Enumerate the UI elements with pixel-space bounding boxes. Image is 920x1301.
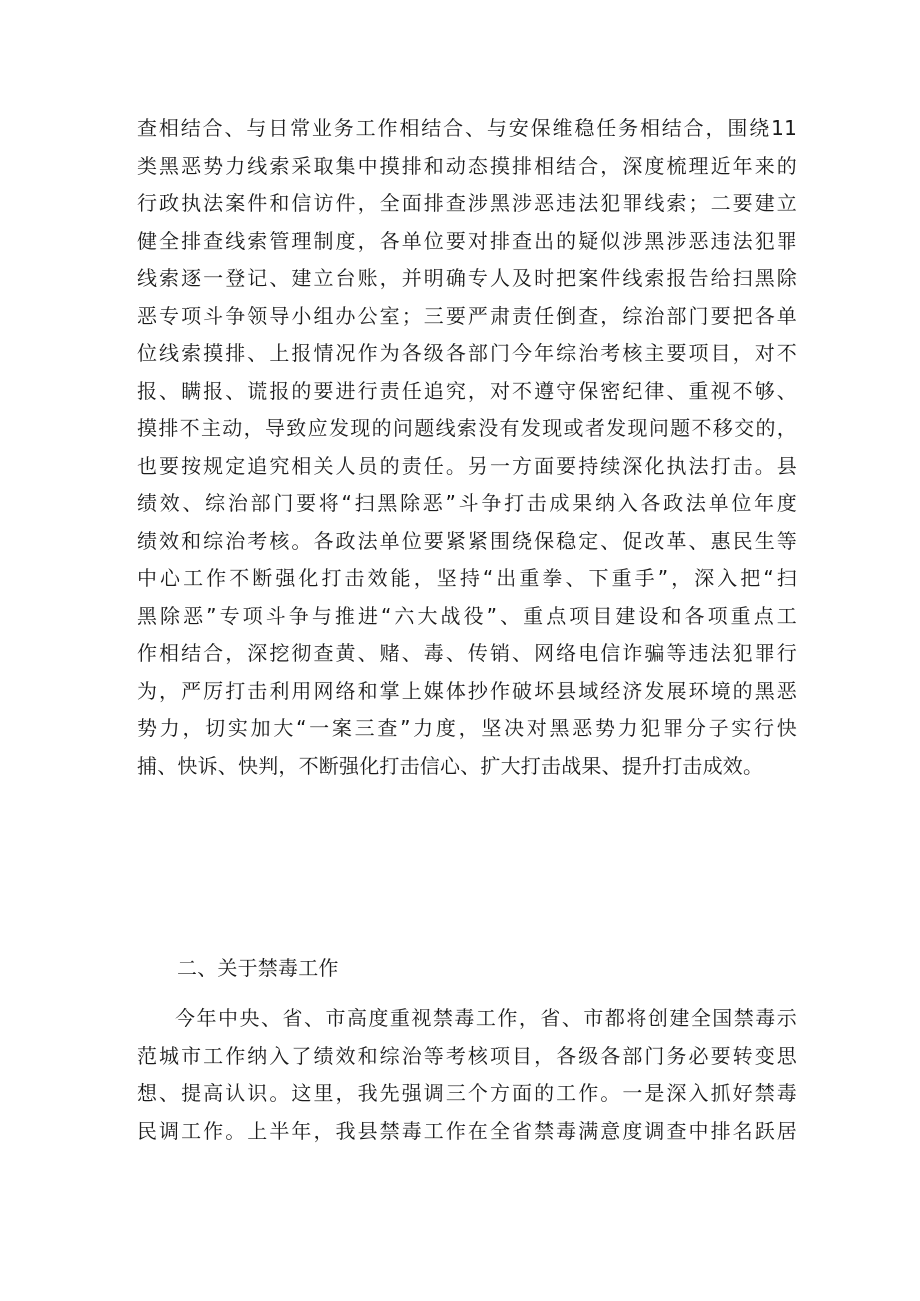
text-line: 绩效和综治考核。各政法单位要紧紧围绕保稳定、促改革、惠民生等 <box>137 528 797 553</box>
text-line: 民调工作。上半年，我县禁毒工作在全省禁毒满意度调查中排名跃居 <box>137 1118 797 1143</box>
text-line: 查相结合、与日常业务工作相结合、与安保维稳任务相结合，围绕11 <box>137 116 797 140</box>
section-heading: 二、关于禁毒工作 <box>177 956 339 980</box>
text-line: 类黑恶势力线索采取集中摸排和动态摸排相结合，深度梳理近年来的 <box>137 153 797 178</box>
text-line: 线索逐一登记、建立台账，并明确专人及时把案件线索报告给扫黑除 <box>137 266 797 290</box>
text-line: 中心工作不断强化打击效能，坚持“出重拳、下重手”，深入把“扫 <box>137 566 797 590</box>
text-line: 为，严厉打击利用网络和掌上媒体抄作破坏县域经济发展环境的黑恶 <box>137 678 797 703</box>
text-line: 作相结合，深挖彻查黄、赌、毒、传销、网络电信诈骗等违法犯罪行 <box>137 641 797 665</box>
text-line: 报、瞒报、谎报的要进行责任追究，对不遵守保密纪律、重视不够、 <box>137 378 797 403</box>
text-line: 今年中央、省、市高度重视禁毒工作，省、市都将创建全国禁毒示 <box>175 1006 797 1030</box>
text-line: 想、提高认识。这里，我先强调三个方面的工作。一是深入抓好禁毒 <box>137 1081 797 1105</box>
text-line: 位线索摸排、上报情况作为各级各部门今年综治考核主要项目，对不 <box>137 341 797 365</box>
text-line: 健全排查线索管理制度，各单位要对排查出的疑似涉黑涉恶违法犯罪 <box>137 228 797 253</box>
text-line: 绩效、综治部门要将“扫黑除恶”斗争打击成果纳入各政法单位年度 <box>137 491 797 515</box>
paragraph-drug-control <box>137 1000 797 1150</box>
text-line: 捕、快诉、快判，不断强化打击信心、扩大打击战果、提升打击成效。 <box>137 753 764 778</box>
text-line: 势力，切实加大“一案三查”力度，坚决对黑恶势力犯罪分子实行快 <box>137 716 797 740</box>
text-line: 恶专项斗争领导小组办公室；三要严肃责任倒查，综治部门要把各单 <box>137 303 797 328</box>
text-line: 黑除恶”专项斗争与推进“六大战役”、重点项目建设和各项重点工 <box>137 603 797 628</box>
text-line: 摸排不主动，导致应发现的问题线索没有发现或者发现问题不移交的， <box>137 416 797 440</box>
text-line: 范城市工作纳入了绩效和综治等考核项目，各级各部门务必要转变思 <box>137 1043 797 1068</box>
paragraph-continued <box>137 110 797 785</box>
text-line: 也要按规定追究相关人员的责任。另一方面要持续深化执法打击。县 <box>137 453 797 478</box>
text-line: 行政执法案件和信访件，全面排查涉黑涉恶违法犯罪线索；二要建立 <box>137 191 797 215</box>
